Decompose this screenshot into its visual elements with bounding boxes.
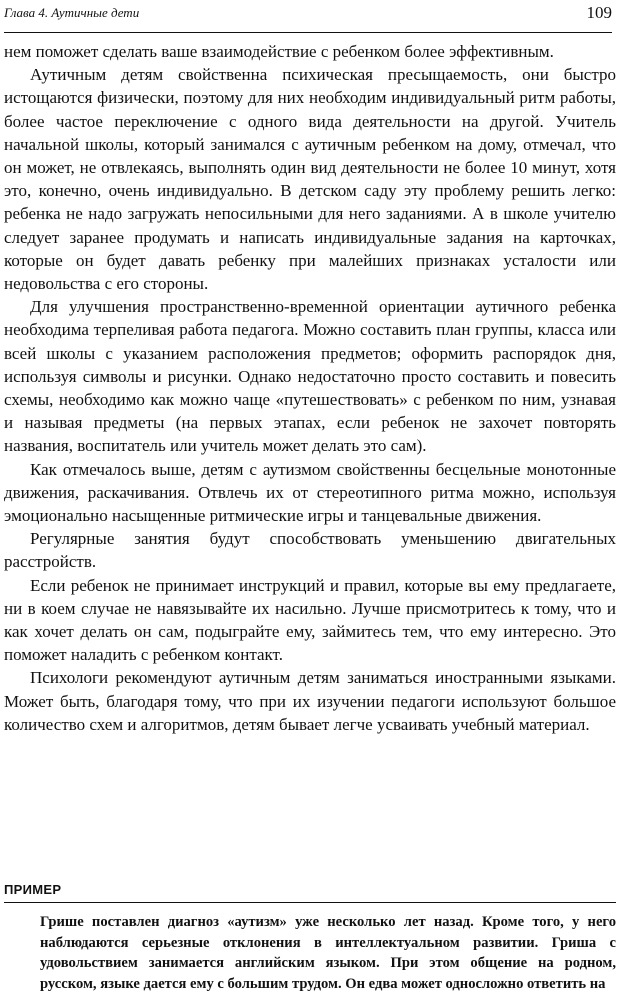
paragraph: Регулярные занятия будут способствовать уменьшению двигательных расстройств.	[4, 529, 616, 572]
paragraph: Психологи рекомендуют аутичным детям заниматься иностранными языками. Может быть, благодаря тому, что при их изучении педагоги используют большое количество схем и алгоритмов, детям бывает легче усваивать учебный материал.	[4, 668, 616, 734]
page-header	[4, 2, 612, 33]
paragraph: Как отмечалось выше, детям с аутизмом свойственны бесцельные монотонные движения, раскачивания. Отвлечь их от стереотипного ритма можно, используя эмоционально насыщенные ритмические игры и танцевальные движения.	[4, 459, 616, 526]
example-heading: ПРИМЕР	[4, 882, 62, 897]
running-head: Глава 4. Аутичные дети	[4, 5, 140, 20]
example-box	[40, 912, 616, 994]
paragraph: Для улучшения пространственно-временной ориентации аутичного ребенка необходима терпеливая работа педагога. Можно составить план группы, класса или всей школы с указанием расположения предметов; оформить распорядок дня, используя символы и рисунки. Однако недостаточно просто составить и повесить схемы, необходимо как можно чаще «путешествовать» с ребенком по ним, узнавая и называя предметы (на первых этапах, если ребенок не захочет повторять названия, воспитатель или учитель может делать это сам).	[4, 297, 616, 456]
example-paragraph: Грише поставлен диагноз «аутизм» уже несколько лет назад. Кроме того, у него наблюдаются серьезные отклонения в интеллектуальном развитии. Гриша с удовольствием занимается английским языком. При этом общение на родном, русском, языке дается ему с большим трудом. Он едва может односложно ответить на	[40, 914, 616, 992]
paragraph: Если ребенок не принимает инструкций и правил, которые вы ему предлагаете, ни в коем случае не навязывайте их насильно. Лучше присмотритесь к тому, что и как хочет делать он сам, подыграйте ему, займитесь тем, что ему интересно. Это поможет наладить с ребенком контакт.	[4, 575, 616, 665]
example-divider	[4, 902, 616, 903]
body-text	[4, 40, 616, 736]
paragraph: Аутичным детям свойственна психическая пресыщаемость, они быстро истощаются физически, поэтому для них необходим индивидуальный ритм работы, более частое переключение с одного вида деятельности на другой. Учитель начальной школы, который занимался с аутичным ребенком на дому, отмечал, что он может, не отвлекаясь, выполнять один вид деятельности не более 10 минут, хотя это, конечно, очень индивидуально. В детском саду эту проблему решить легко: ребенка не надо загружать непосильными для него заданиями. А в школе учителю следует заранее продумать и написать индивидуальные задания на карточках, которые он будет давать ребенку при малейших признаках усталости или недовольства с его стороны.	[4, 65, 616, 294]
paragraph-continuation: нем поможет сделать ваше взаимодействие с ребенком более эффективным.	[4, 42, 554, 61]
page-number: 109	[586, 3, 612, 22]
